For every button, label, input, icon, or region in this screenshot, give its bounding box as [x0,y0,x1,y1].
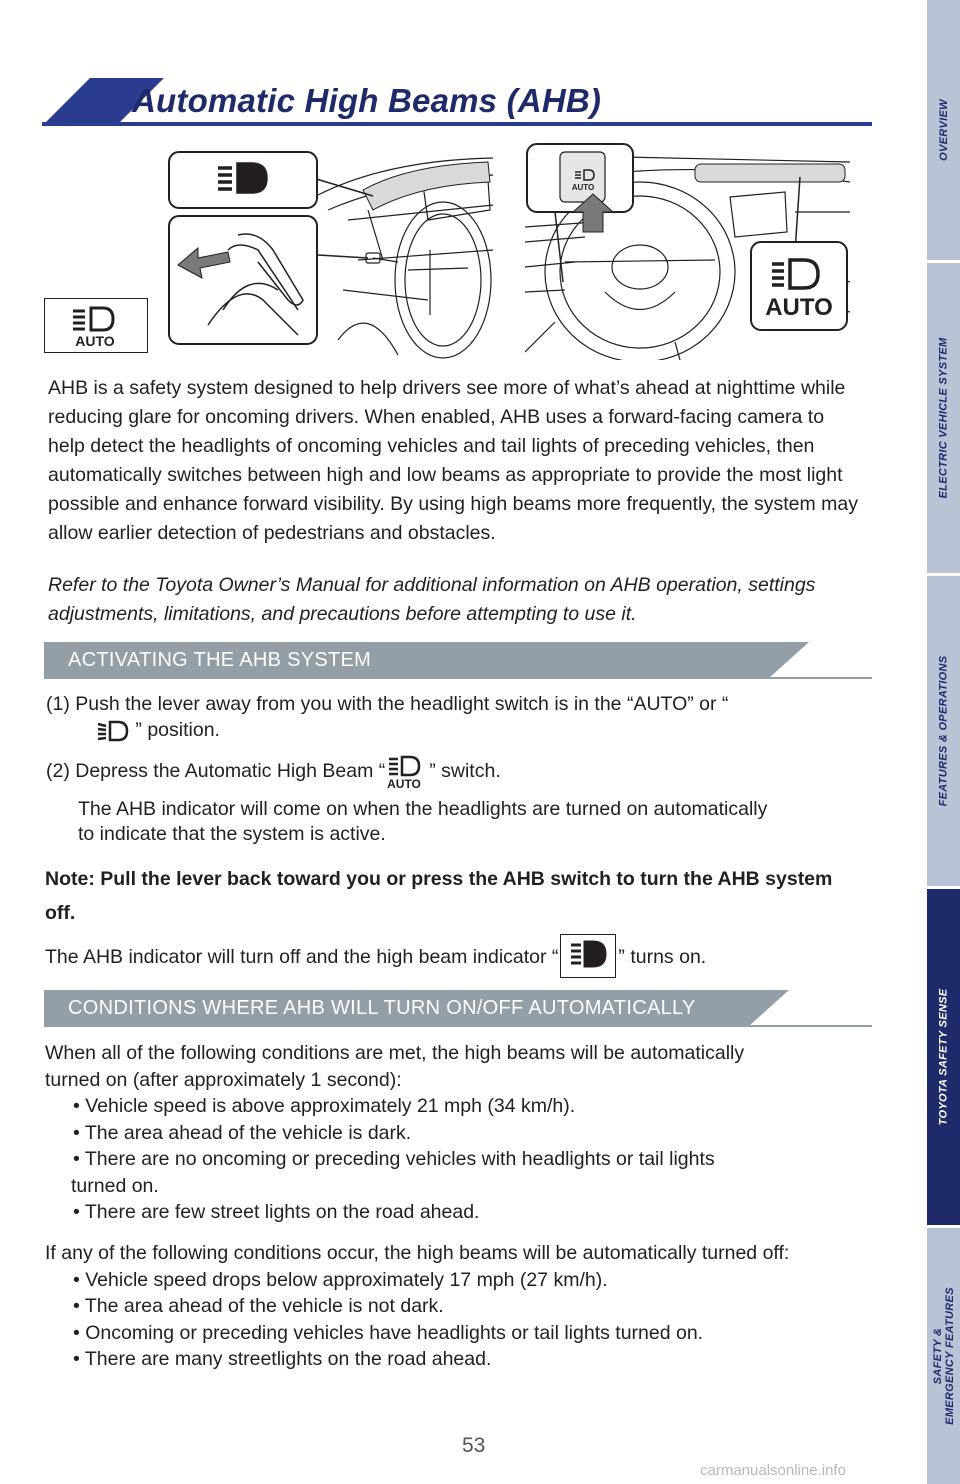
indicator-note-line1: The AHB indicator will come on when the headlights are turned on automatically [78,798,768,820]
on-intro-line2: turned on (after approximately 1 second): [45,1068,402,1091]
step-1-text: (1) Push the lever away from you with the headlight switch is in the “AUTO” or “ [46,693,729,715]
step-1 [46,690,728,718]
high-beam-icon [560,934,616,978]
section-label: ACTIVATING THE AHB SYSTEM [68,649,372,671]
list-item: • Oncoming or preceding vehicles have headlights or tail lights turned on. [73,1321,704,1344]
tab-label-line1: SAFETY & [931,1327,944,1385]
intro-paragraph: AHB is a safety system designed to help drivers see more of what’s ahead at nighttime while reducing glare for oncoming drivers. When enabled, AHB uses a forward-facing camera to help detect the headlights of oncoming vehicles and tail lights of preceding vehicles, then automatically switches between high and low beams as appropriate to provide the most light possible and enhance forward visibility. By using high beams more frequently, the system may allow earlier detection of pedestrians and obstacles. [48,377,859,544]
svg-text:AUTO: AUTO [75,333,115,349]
step-1-text-end: ” position. [135,719,220,741]
list-item: • There are many streetlights on the road ahead. [73,1348,492,1370]
list-item: • Vehicle speed drops below approximately 17 mph (27 km/h). [73,1268,608,1291]
lever-dashboard-illustration [168,150,498,360]
tab-features-operations[interactable] [927,576,960,886]
ahb-off-sentence [45,936,706,980]
page-title-bar [42,78,872,128]
page-number: 53 [462,1434,486,1457]
list-item: • The area ahead of the vehicle is dark. [73,1121,412,1144]
tab-overview[interactable] [927,0,960,260]
step-2-text-end: ” switch. [429,760,501,783]
section-header-activating [44,642,872,682]
svg-text:AUTO: AUTO [387,777,422,789]
off-intro: If any of the following conditions occur, the high beams will be automatically turned off: [45,1242,790,1264]
tab-electric-vehicle-system[interactable] [927,263,960,573]
conditions-on-block [45,1040,875,1226]
conditions-off-block [45,1240,875,1373]
page-title: Automatic High Beams (AHB) [132,82,602,119]
low-beam-icon [96,719,130,743]
refer-note: Refer to the Toyota Owner’s Manual for additional information on AHB operation, settings adjustments, limitations, and precautions before attempting to use it. [48,574,816,625]
tab-label-line2: EMERGENCY FEATURES [943,1287,956,1425]
ahb-off-text: The AHB indicator will turn off and the high beam indicator “ [45,946,559,969]
tab-toyota-safety-sense[interactable] [927,889,960,1225]
list-item: • There are few street lights on the road ahead. [73,1201,480,1223]
steering-switch-illustration [525,142,850,360]
tab-label: TOYOTA SAFETY SENSE [937,988,950,1126]
indicator-note-line2: to indicate that the system is active. [78,823,386,845]
svg-text:AUTO: AUTO [571,183,595,192]
list-item: • Vehicle speed is above approximately 21 mph (34 km/h). [73,1095,576,1117]
ahb-off-text-end: ” turns on. [618,946,707,969]
tab-label: FEATURES & OPERATIONS [937,655,950,807]
step-1-cont [96,716,220,744]
list-item: • The area ahead of the vehicle is not dark. [73,1295,444,1317]
section-label: CONDITIONS WHERE AHB WILL TURN ON/OFF AUTOMATICALLY [68,997,696,1019]
tab-safety-emergency-features[interactable] [927,1228,960,1484]
list-item-cont: turned on. [71,1174,159,1197]
tab-label: OVERVIEW [937,99,950,161]
svg-text:AUTO: AUTO [765,294,833,321]
tab-label [932,1287,956,1425]
on-intro-line1: When all of the following conditions are met, the high beams will be automatically [45,1042,745,1064]
list-item: • There are no oncoming or preceding vehicles with headlights or tail lights [73,1148,715,1170]
watermark: carmanualsonline.info [700,1462,846,1479]
step-2 [46,755,501,789]
section-header-conditions [44,990,872,1030]
note-turn-off: Note: Pull the lever back toward you or press the AHB switch to turn the AHB system off. [45,868,833,924]
ahb-auto-icon [44,298,148,353]
tab-label: ELECTRIC VEHICLE SYSTEM [937,337,950,499]
step-2-text: (2) Depress the Automatic High Beam “ [46,760,386,783]
side-navigation [927,0,960,1484]
ahb-auto-icon [385,755,429,789]
